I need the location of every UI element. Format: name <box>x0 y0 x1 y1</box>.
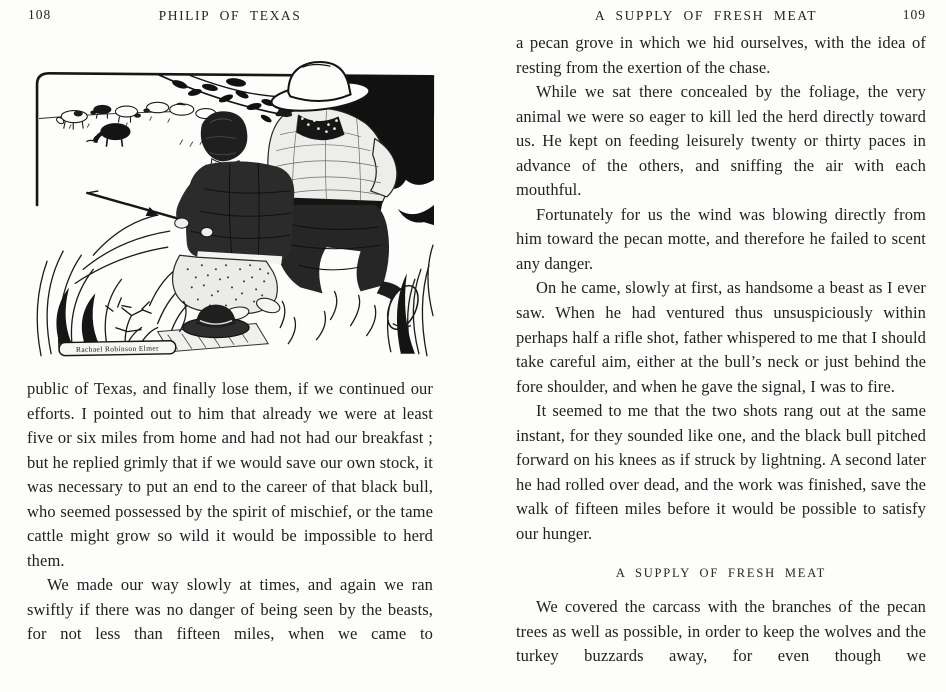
paragraph: While we sat there concealed by the foliage, the very animal we were so eager to kill led the herd directly toward us. He kept on feeding leisurely twenty or thirty paces in advance of the others, and sniffing the air with each mouthful. <box>516 82 926 200</box>
man-hat-crown <box>288 62 350 101</box>
right-page <box>473 0 946 692</box>
section-heading: A SUPPLY OF FRESH MEAT <box>615 566 827 581</box>
paragraph: On he came, slowly at first, as handsome a beast as I ever saw. When he had ventured thus unsuspiciously within perhaps half a rifle shot, father whispered to me that I should take careful aim, either at the bull’s neck or just behind the fore shoulder, and when he gave the signal, I was to fire. <box>516 278 926 396</box>
cattle-herd <box>55 102 219 146</box>
illustration-hunting-scene <box>29 54 436 361</box>
paragraph: It seemed to me that the two shots rang out at the same instant, for they sounded like one, and the black bull pitched forward on his knees as if struck by lightning. A second later he had rolled over dead, and the work was finished, save the walk of fifteen miles before it would be possible to satisfy our hunger. <box>516 401 926 543</box>
paragraph: public of Texas, and finally lose them, if we continued our efforts. I pointed out to him that already we were at least five or six miles from home and had not had our breakfast ; but he replied grimly that if we would save our own stock, it was necessary to put an end to the career of that black bull, who seemed possessed by the spirit of mischief, or the tame cattle might grow so wild it would be impossible to herd them. <box>27 379 433 570</box>
hunting-scene-drawing <box>29 54 436 361</box>
artist-signature-text: Rachael Robinson Elmer <box>75 343 160 354</box>
paragraph: We covered the carcass with the branches of the pecan trees as well as possible, in order to keep the wolves and the turkey buzzards away, for even though we <box>516 597 926 666</box>
running-title-left: PHILIP OF TEXAS <box>158 8 302 23</box>
paragraph: a pecan grove in which we hid ourselves, with the idea of resting from the exertion of the chase. <box>516 33 926 77</box>
page-number-left: 108 <box>28 7 52 22</box>
running-title-right: A SUPPLY OF FRESH MEAT <box>594 8 818 23</box>
artist-signature <box>59 341 176 356</box>
page-number-right: 109 <box>902 7 926 22</box>
paragraph: We made our way slowly at times, and again we ran swiftly if there was no danger of being seen by the beasts, for not less than fifteen miles, when we came to <box>27 575 433 644</box>
right-text-block <box>516 31 926 669</box>
paragraph: Fortunately for us the wind was blowing directly from him toward the pecan motte, and therefore he failed to scent any danger. <box>516 204 926 273</box>
left-text-block <box>27 377 433 647</box>
